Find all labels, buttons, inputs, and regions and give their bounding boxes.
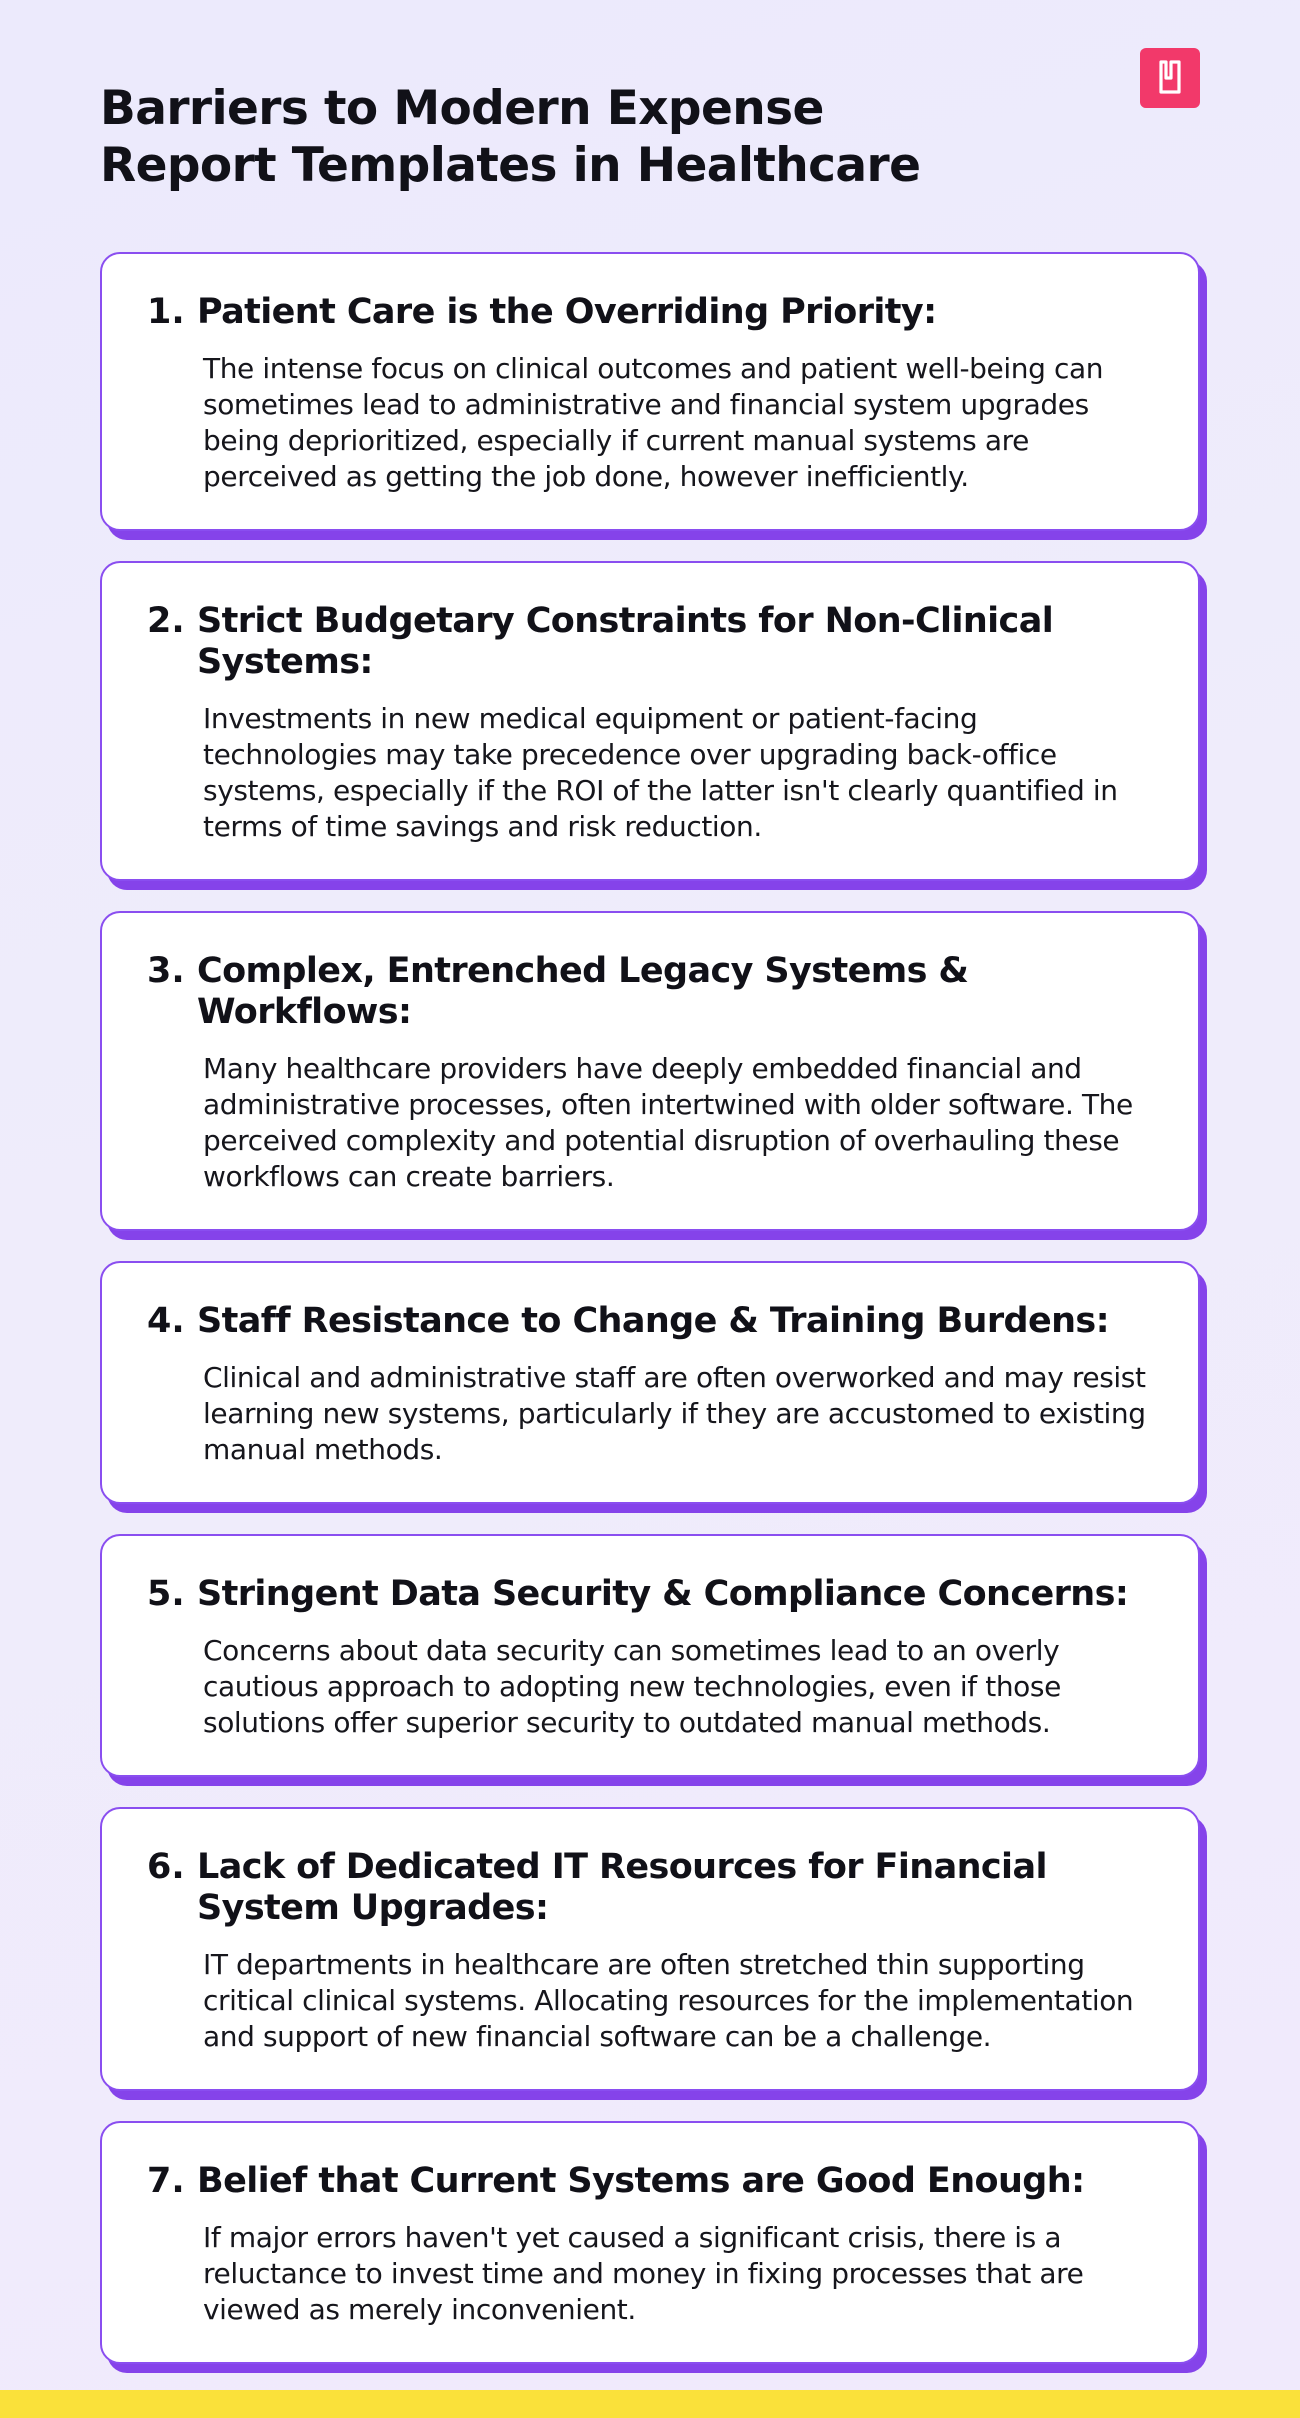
barrier-card: [100, 2121, 1200, 2364]
barrier-list: [100, 252, 1206, 2364]
barrier-heading: Belief that Current Systems are Good Enough:: [197, 2161, 1085, 2201]
barrier-card: [100, 1261, 1200, 1504]
barrier-number: 3.: [147, 951, 185, 991]
barrier-card: [100, 252, 1200, 531]
brand-logo-icon: [1140, 48, 1200, 108]
barrier-description: The intense focus on clinical outcomes and patient well-being can sometimes lead to administrative and financial system upgrades being deprioritized, especially if current manual systems are perceived as getting the job done, however inefficiently.: [203, 352, 1104, 493]
barrier-heading: Patient Care is the Overriding Priority:: [197, 292, 937, 332]
barrier-number: 5.: [147, 1574, 185, 1614]
barrier-description: Concerns about data security can sometimes lead to an overly cautious approach to adopting new technologies, even if those solutions offer superior security to outdated manual methods.: [203, 1634, 1061, 1739]
barrier-description: Investments in new medical equipment or patient-facing technologies may take precedence over upgrading back-office systems, especially if the ROI of the latter isn't clearly quantified in terms of time savings and risk reduction.: [203, 702, 1118, 843]
barrier-description: IT departments in healthcare are often stretched thin supporting critical clinical systems. Allocating resources for the implementation and support of new financial software can be a challenge.: [203, 1948, 1134, 2053]
barrier-heading: Lack of Dedicated IT Resources for Financial System Upgrades:: [197, 1847, 1047, 1928]
barrier-heading: Stringent Data Security & Compliance Concerns:: [197, 1574, 1129, 1614]
barrier-description: If major errors haven't yet caused a significant crisis, there is a reluctance to invest time and money in fixing processes that are viewed as merely inconvenient.: [203, 2221, 1084, 2326]
barrier-card: [100, 1534, 1200, 1777]
barrier-number: 4.: [147, 1301, 185, 1341]
barrier-number: 1.: [147, 292, 185, 332]
barrier-card: [100, 911, 1200, 1231]
barrier-card: [100, 1807, 1200, 2091]
barrier-description: Many healthcare providers have deeply embedded financial and administrative processes, often intertwined with older software. The perceived complexity and potential disruption of overhauling these workflows can create barriers.: [203, 1052, 1133, 1193]
barrier-heading: Strict Budgetary Constraints for Non-Clinical Systems:: [197, 601, 1054, 682]
barrier-description: Clinical and administrative staff are often overworked and may resist learning new systems, particularly if they are accustomed to existing manual methods.: [203, 1361, 1146, 1466]
barrier-number: 6.: [147, 1847, 185, 1887]
barrier-number: 2.: [147, 601, 185, 641]
footer-bar: [0, 2390, 1300, 2418]
barrier-card: [100, 561, 1200, 881]
barrier-heading: Complex, Entrenched Legacy Systems & Workflows:: [197, 951, 969, 1032]
page-title: Barriers to Modern Expense Report Templates in Healthcare: [100, 81, 921, 193]
barrier-number: 7.: [147, 2161, 185, 2201]
barrier-heading: Staff Resistance to Change & Training Burdens:: [197, 1301, 1110, 1341]
